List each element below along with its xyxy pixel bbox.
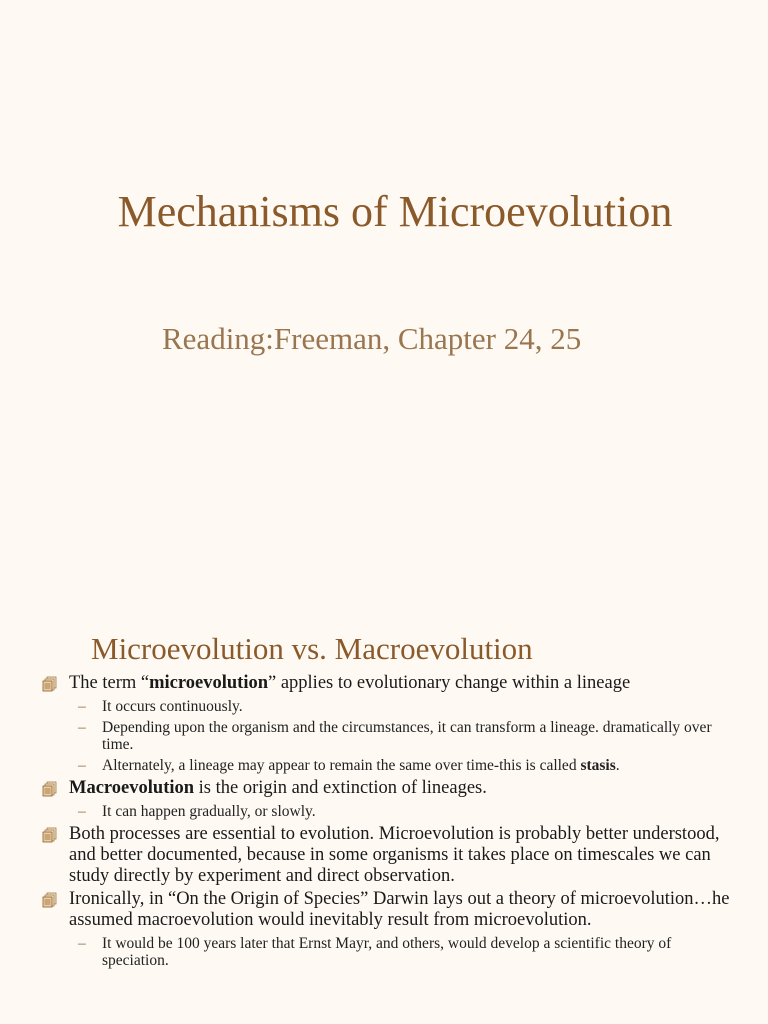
sub-bullet-text: It would be 100 years later that Ernst Mayr, and others, would develop a scientific theory of speciation. <box>102 935 672 969</box>
sub-bullet-mayr <box>40 935 740 969</box>
dash-marker: – <box>78 698 86 715</box>
bullet-text-bold: microevolution <box>149 673 268 693</box>
dash-marker: – <box>78 757 86 774</box>
stacked-papers-icon <box>42 827 58 843</box>
dash-marker: – <box>78 935 86 952</box>
sub-bullet-text-post: . <box>615 757 620 774</box>
stacked-papers-icon <box>42 781 58 797</box>
sub-bullet-continuous <box>40 698 740 715</box>
bullet-microevolution <box>40 673 740 694</box>
stacked-papers-icon <box>42 892 58 908</box>
bullet-darwin <box>40 889 740 931</box>
sub-bullet-transform <box>40 719 740 753</box>
slide-title: Mechanisms of Microevolution <box>117 187 673 236</box>
bullet-text-pre: The term “ <box>69 673 150 693</box>
sub-bullet-text: It occurs continuously. <box>102 698 243 715</box>
bullet-both-processes <box>40 824 740 887</box>
section-title: Microevolution vs. Macroevolution <box>91 631 533 666</box>
dash-marker: – <box>78 719 86 736</box>
sub-bullet-text-bold: stasis <box>580 757 616 774</box>
sub-bullet-text: It can happen gradually, or slowly. <box>102 803 316 820</box>
bullet-list <box>40 673 740 973</box>
slide-subtitle: Reading:Freeman, Chapter 24, 25 <box>162 321 582 356</box>
sub-bullet-gradual <box>40 803 740 820</box>
bullet-text-post: ” applies to evolutionary change within a lineage <box>268 673 631 693</box>
bullet-text: Both processes are essential to evolution. Microevolution is probably better understood, and better documented, because in some organisms it takes place on timescales we can study directly by experiment and direct observation. <box>69 824 720 886</box>
dash-marker: – <box>78 803 86 820</box>
bullet-text: Ironically, in “On the Origin of Species” Darwin lays out a theory of microevolution…he assumed macroevolution would inevitably result from microevolution. <box>69 889 730 930</box>
bullet-text-bold: Macroevolution <box>69 778 195 798</box>
sub-bullet-text: Depending upon the organism and the circumstances, it can transform a lineage. dramatically over time. <box>102 719 712 753</box>
bullet-text-post: is the origin and extinction of lineages. <box>194 778 487 798</box>
stacked-papers-icon <box>42 676 58 692</box>
sub-bullet-stasis <box>40 757 740 774</box>
sub-bullet-text-pre: Alternately, a lineage may appear to remain the same over time-this is called <box>102 757 581 774</box>
bullet-macroevolution <box>40 778 740 799</box>
